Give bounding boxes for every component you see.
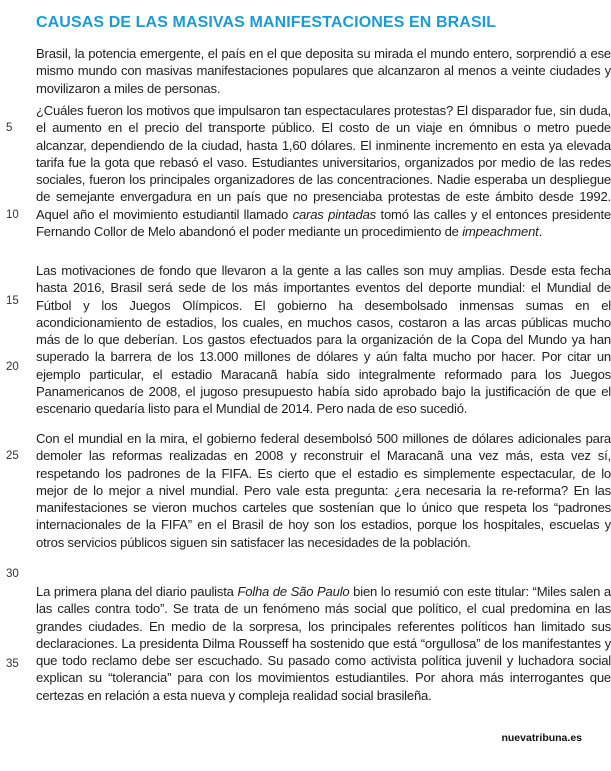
paragraph-5-text-a: La primera plana del diario paulista [36, 584, 238, 599]
line-number-5: 5 [6, 122, 13, 134]
line-number-30: 30 [6, 568, 19, 580]
paragraph-3-text: Las motivaciones de fondo que llevaron a la gente a las calles son muy amplias. Desde esta fecha hasta 2016, Brasil será sede de los más importantes eventos del deporte mundial: el Mundial de Fútbol y los Juegos Olímpicos. El gobierno ha desembolsado inmensas sumas en el acondicionamiento de estadios, los cuales, en muchos casos, costaron a las arcas públicas mucho más de lo que deberían. Los gastos efectuados para la organización de la Copa del Mundo ya han superado la barrera de los 13.000 millones de dólares y aún falta mucho por hacer. Por citar un ejemplo particular, el estadio Maracanã había sido integralmente reformado para los Juegos Panamericanos de 2008, el jugoso presupuesto había sido aprobado bajo la justificación de que el escenario quedaría listo para el Mundial de 2014. Pero nada de eso sucedió. [36, 263, 611, 417]
line-number-10: 10 [6, 209, 19, 221]
source-credit: nuevatribuna.es [501, 732, 582, 744]
paragraph-5 [36, 583, 611, 704]
line-number-20: 20 [6, 361, 19, 373]
paragraph-2 [36, 102, 611, 240]
paragraph-4 [36, 430, 611, 551]
paragraph-2-text-c: . [538, 224, 543, 240]
emphasis-caras-pintadas: caras pintadas [292, 206, 377, 222]
paragraph-4-text: Con el mundial en la mira, el gobierno federal desembolsó 500 millones de dólares adicionales para demoler las reformas realizadas en 2008 y reconstruir el Maracanã una vez más, esta vez sí, respetando los padrones de la FIFA. Es cierto que el estadio es simplemente espectacular, de lo mejor de lo mejor a nivel mundial. Pero vale esta pregunta: ¿era necesaria la re-reforma? En las manifestaciones se vieron muchos carteles que sostenían que lo único que respeta los “padrones internacionales de la FIFA” en el Brasil de hoy son los estadios, porque los hospitales, escuelas y otros servicios públicos siguen sin satisfacer las necesidades de la población. [36, 431, 611, 550]
paragraph-3 [36, 262, 611, 418]
paragraph-2-text-a: ¿Cuáles fueron los motivos que impulsaron tan espectaculares protestas? El disparador fue, sin duda, el aumento en el precio del transporte público. El costo de un viaje en ómnibus o metro puede alcanzar, dependiendo de la ciudad, hasta 1,60 dólares. El inminente incremento en esta ya elevada tarifa fue la gota que rebasó el vaso. Estudiantes universitarios, organizados por medio de las redes sociales, fueron los principales organizadores de las concentraciones. Nadie esperaba un despliegue de semejante envergadura en un país que no presenciaba protestas de este ámbito desde 1992. Aquel año el movimiento estudiantil llamado [36, 103, 611, 222]
line-number-25: 25 [6, 450, 19, 462]
paragraph-1 [36, 45, 611, 97]
paragraph-2-text-b: tomó las calles y el entonces presidente Fernando Collor de Melo abandonó el poder mediante un procedimiento de [36, 206, 611, 240]
paragraph-1-text: Brasil, la potencia emergente, el país en el que deposita su mirada el mundo entero, sorprendió a ese mismo mundo con masivas manifestaciones populares que alcanzaron al menos a veinte ciudades y movilizaron a miles de personas. [36, 46, 611, 96]
paragraph-5-text [36, 583, 611, 704]
emphasis-newspaper-name: Folha de São Paulo [237, 584, 350, 599]
article-title: CAUSAS DE LAS MASIVAS MANIFESTACIONES EN BRASIL [36, 14, 497, 31]
line-number-15: 15 [6, 295, 19, 307]
emphasis-impeachment: impeachment [462, 224, 539, 240]
paragraph-5-text-b: bien lo resumió con este titular: “Miles salen a las calles contra todo”. Se trata de un fenómeno más social que político, el cual predomina en las grandes ciudades. En medio de la sorpresa, los principales referentes políticos han limitado sus declaraciones. La presidenta Dilma Rousseff ha sostenido que está “orgullosa” de los manifestantes y que todo reclamo debe ser escuchado. Su pasado como activista política juvenil y luchadora social explican su “tolerancia” para con los movimientos estudiantiles. Por ahora más interrogantes que certezas en relación a esta nueva y compleja realidad social brasileña. [36, 584, 611, 703]
line-number-35: 35 [6, 658, 19, 670]
paragraph-2-text [36, 102, 611, 240]
